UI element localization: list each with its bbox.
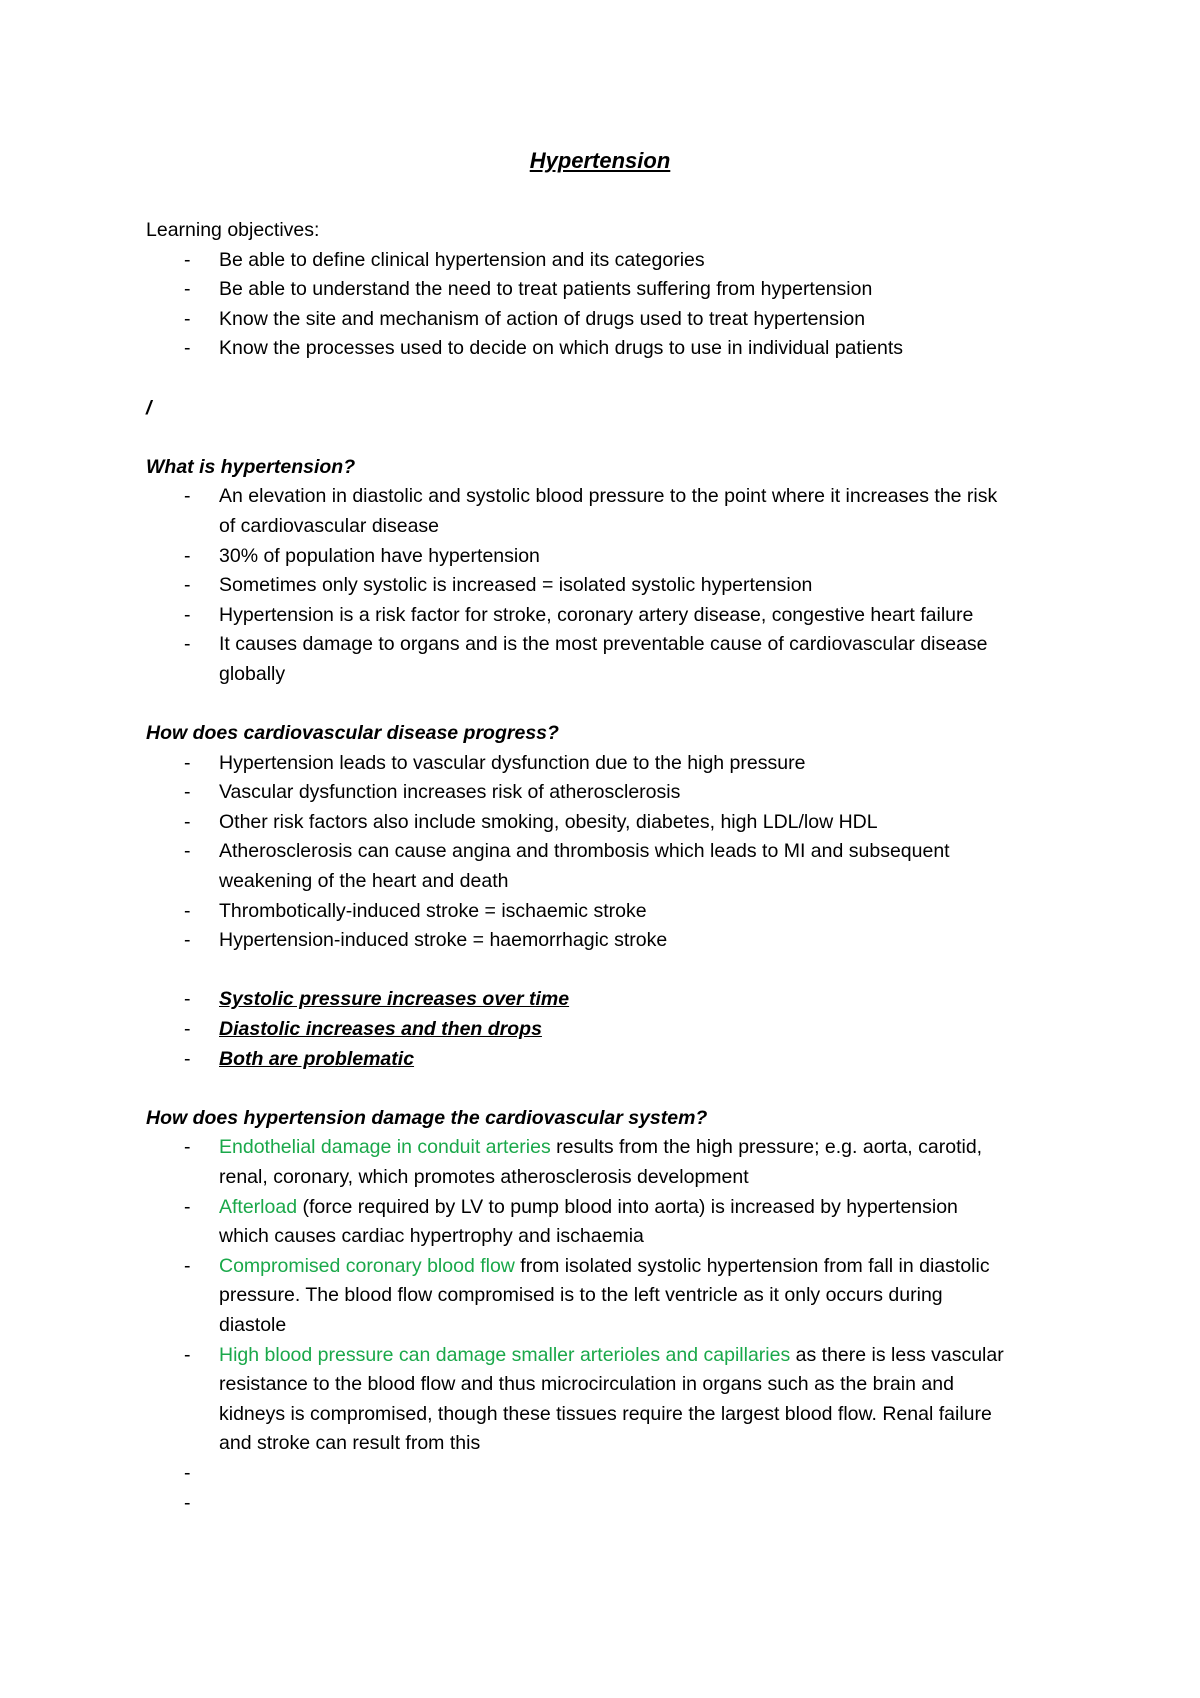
list-item: - Other risk factors also include smoking, obesity, diabetes, high LDL/low HDL xyxy=(146,808,1066,838)
emphasis-item xyxy=(146,985,1066,1015)
highlight-text: Compromised coronary blood flow xyxy=(219,1254,515,1277)
list-item: - Hypertension-induced stroke = haemorrhagic stroke xyxy=(146,926,1066,956)
list-item: - An elevation in diastolic and systolic blood pressure to the point where it increases the risk of cardiovascular disease xyxy=(146,482,999,541)
list-item: - Be able to understand the need to treat patients suffering from hypertension xyxy=(146,275,1066,305)
learning-objectives-heading: Learning objectives: xyxy=(146,219,320,241)
list-item: - Know the site and mechanism of action of drugs used to treat hypertension xyxy=(146,305,1066,335)
list-item: - Hypertension leads to vascular dysfunction due to the high pressure xyxy=(146,749,1066,779)
highlight-text: Afterload xyxy=(219,1195,298,1218)
emphasis-text: Diastolic increases and then drops xyxy=(219,1018,542,1041)
learning-objectives-list xyxy=(146,246,1066,364)
document-body xyxy=(146,216,1066,1518)
list-item: - Hypertension is a risk factor for stroke, coronary artery disease, congestive heart failure xyxy=(146,601,999,631)
item-text: (force required by LV to pump blood into aorta) is increased by hypertension which causes cardiac hypertrophy and ischaemia xyxy=(219,1195,958,1248)
list-item: - Sometimes only systolic is increased = isolated systolic hypertension xyxy=(146,571,1066,601)
list-item: - 30% of population have hypertension xyxy=(146,542,1066,572)
emphasis-text: Systolic pressure increases over time xyxy=(219,988,570,1011)
section-heading-what-is-hypertension: What is hypertension? xyxy=(146,455,356,478)
list-item xyxy=(146,1252,999,1341)
empty-list-item xyxy=(146,1489,1066,1519)
list-item: - It causes damage to organs and is the most preventable cause of cardiovascular disease globally xyxy=(146,630,999,689)
section3-list xyxy=(146,1133,1066,1518)
section-heading-cvd-progress: How does cardiovascular disease progress? xyxy=(146,722,559,745)
list-item: - Know the processes used to decide on which drugs to use in individual patients xyxy=(146,334,1066,364)
item-text: results from the high pressure; e.g. aorta, carotid, renal, coronary, which promotes atherosclerosis development xyxy=(219,1136,983,1188)
list-item xyxy=(146,1133,999,1192)
section2-emphasis-list xyxy=(146,985,1066,1074)
list-item: - Be able to define clinical hypertension and its categories xyxy=(146,246,1066,276)
section1-list xyxy=(146,482,1066,689)
empty-list-item xyxy=(146,1459,1066,1489)
emphasis-item xyxy=(146,1015,1066,1045)
emphasis-item xyxy=(146,1045,1066,1075)
list-item: - Atherosclerosis can cause angina and thrombosis which leads to MI and subsequent weakening of the heart and death xyxy=(146,837,1019,896)
list-item: - Vascular dysfunction increases risk of atherosclerosis xyxy=(146,778,1066,808)
section-heading-damage: How does hypertension damage the cardiovascular system? xyxy=(146,1106,708,1129)
item-text: from isolated systolic hypertension from fall in diastolic pressure. The blood flow compromised is to the left ventricle as it only occurs during diastole xyxy=(219,1254,990,1336)
section2-list xyxy=(146,749,1066,956)
list-item xyxy=(146,1193,999,1252)
highlight-text: Endothelial damage in conduit arteries xyxy=(219,1136,551,1159)
list-item xyxy=(146,1341,1019,1459)
item-text: as there is less vascular resistance to the blood flow and thus microcirculation in organs such as the brain and kidneys is compromised, though these tissues require the largest blood flow. Renal failure and stroke can result from this xyxy=(219,1343,1004,1455)
slash-mark: / xyxy=(146,396,152,419)
emphasis-text: Both are problematic xyxy=(219,1047,415,1070)
list-item: - Thrombotically-induced stroke = ischaemic stroke xyxy=(146,897,1066,927)
page-title: Hypertension xyxy=(529,148,671,173)
highlight-text: High blood pressure can damage smaller arterioles and capillaries xyxy=(219,1343,791,1366)
